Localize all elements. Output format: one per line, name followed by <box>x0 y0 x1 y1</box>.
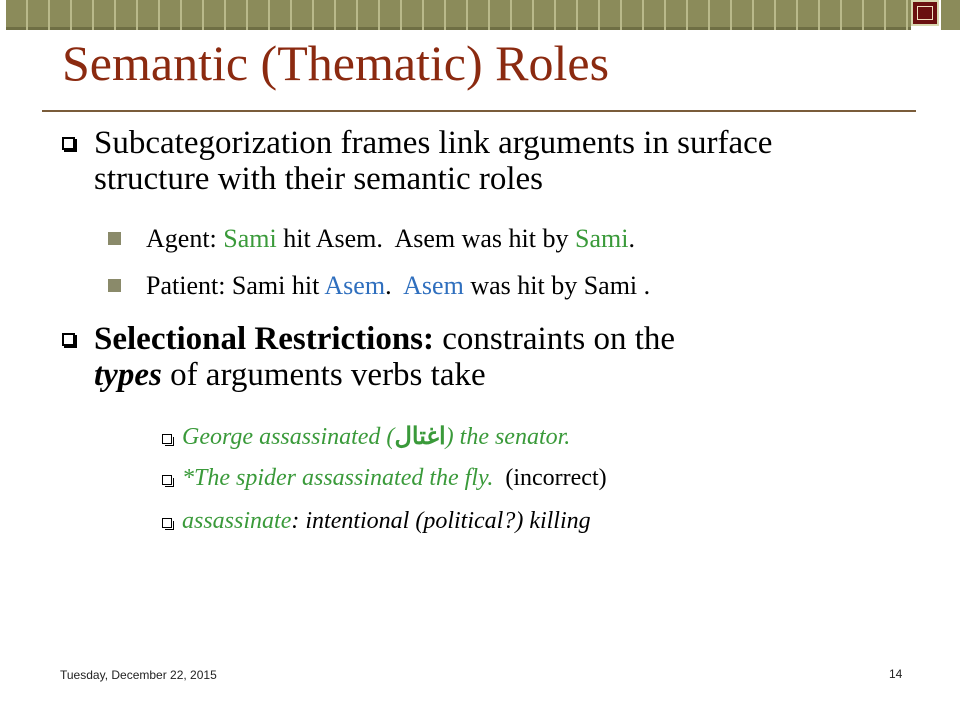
patient-rest: was hit by Sami . <box>463 271 651 300</box>
hollow-square-bullet-icon <box>162 518 172 528</box>
slide-number: 14 <box>889 667 903 681</box>
sub-bullet-agent <box>146 226 635 252</box>
bullet-selectional-restrictions <box>94 322 884 393</box>
bullet-text-after-bold: constraints on the <box>434 321 676 357</box>
band-cells <box>6 0 911 30</box>
example-spider-text: *The spider assassinated the fly. <box>182 465 494 491</box>
hollow-square-bullet-icon <box>62 137 75 150</box>
example-george-text: George assassinated ( <box>182 424 395 450</box>
term-assassinate: assassinate <box>182 508 292 534</box>
agent-sentence-rest: hit Asem. Asem was hit by <box>276 224 575 253</box>
definition-text: : intentional (political?) killing <box>291 508 591 534</box>
filled-square-bullet-icon <box>108 232 121 245</box>
title-divider <box>42 110 916 112</box>
example-george-end: ) the senator. <box>445 424 571 450</box>
selectional-restrictions-heading: Selectional Restrictions: <box>94 321 435 357</box>
hollow-square-bullet-icon <box>162 475 172 485</box>
patient-mid: . <box>385 271 404 300</box>
bullet-subcategorization <box>94 126 884 197</box>
agent-end: . <box>628 224 635 253</box>
agent-sami-2: Sami <box>575 224 629 253</box>
example-spider <box>182 466 607 490</box>
agent-label: Agent: <box>146 224 224 253</box>
incorrect-note: (incorrect) <box>493 465 607 491</box>
agent-sami-1: Sami <box>223 224 277 253</box>
filled-square-bullet-icon <box>108 279 121 292</box>
bullet-text-tail: of arguments verbs take <box>161 356 486 393</box>
patient-label: Patient: Sami hit <box>146 271 325 300</box>
patient-asem-2: Asem <box>403 271 464 300</box>
hollow-square-bullet-icon <box>62 333 75 346</box>
types-emphasis: types <box>94 356 162 393</box>
top-decorative-band <box>0 0 960 30</box>
band-right-strip <box>941 0 960 30</box>
band-end-box <box>911 0 939 26</box>
footer-date: Tuesday, December 22, 2015 <box>60 668 217 682</box>
arabic-gloss: اغتال <box>394 424 446 450</box>
slide-title: Semantic (Thematic) Roles <box>62 35 610 91</box>
example-george <box>182 425 570 449</box>
example-assassinate-definition <box>182 509 591 533</box>
patient-asem-1: Asem <box>324 271 386 300</box>
hollow-square-bullet-icon <box>162 434 172 444</box>
bullet-text: Subcategorization frames link arguments in surface structure with their semantic roles <box>94 125 773 197</box>
sub-bullet-patient <box>146 273 650 299</box>
